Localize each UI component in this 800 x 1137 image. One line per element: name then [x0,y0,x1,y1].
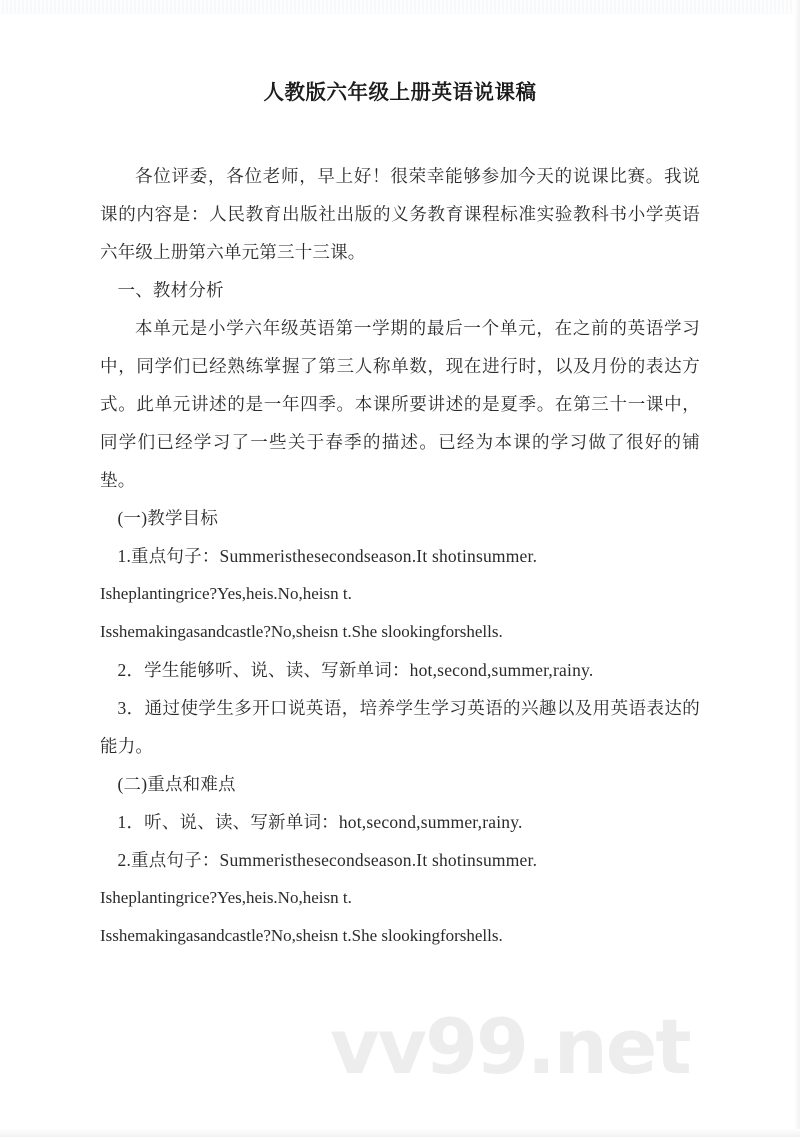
paragraph-section-one-body: 本单元是小学六年级英语第一学期的最后一个单元，在之前的英语学习中，同学们已经熟练掌握了第三人称单数，现在进行时，以及月份的表达方式。此单元讲述的是一年四季。本课所要讲述的是夏季。在第三十一课中，同学们已经学习了一些关于春季的描述。已经为本课的学习做了很好的铺垫。 [100,317,700,490]
key-point-item-2-line-2: Isheplantingrice?Yes,heis.No,heisn t. [100,887,352,907]
key-point-item-2-line-3: Isshemakingasandcastle?No,sheisn t.She slookingforshells. [100,925,503,945]
scan-artifact-band [0,0,800,14]
goal-item-2: 2．学生能够听、说、读、写新单词：hot,second,summer,rainy. [117,659,594,680]
document-body [100,80,700,955]
page-edge-right [794,0,800,1137]
goal-item-1-line-3: Isshemakingasandcastle?No,sheisn t.She slookingforshells. [100,621,503,641]
page-title: 人教版六年级上册英语说课稿 [263,80,537,104]
key-point-item-2: 2.重点句子：Summeristhesecondseason.It shotinsummer. [117,849,538,870]
heading-teaching-goals: (一)教学目标 [117,507,219,528]
goal-item-1: 1.重点句子：Summeristhesecondseason.It shotinsummer. [117,545,538,566]
key-point-item-1: 1．听、说、读、写新单词：hot,second,summer,rainy. [117,811,523,832]
watermark: vv99.net [330,1002,690,1091]
heading-key-points: (二)重点和难点 [117,773,236,794]
paragraph-intro: 各位评委，各位老师，早上好！很荣幸能够参加今天的说课比赛。我说课的内容是：人民教育出版社出版的义务教育课程标准实验教科书小学英语六年级上册第六单元第三十三课。 [100,165,700,262]
page-edge-bottom [0,1129,800,1137]
heading-section-one: 一、教材分析 [117,279,224,300]
goal-item-3: 3．通过使学生多开口说英语，培养学生学习英语的兴趣以及用英语表达的能力。 [100,697,700,756]
goal-item-1-line-2: Isheplantingrice?Yes,heis.No,heisn t. [100,583,352,603]
